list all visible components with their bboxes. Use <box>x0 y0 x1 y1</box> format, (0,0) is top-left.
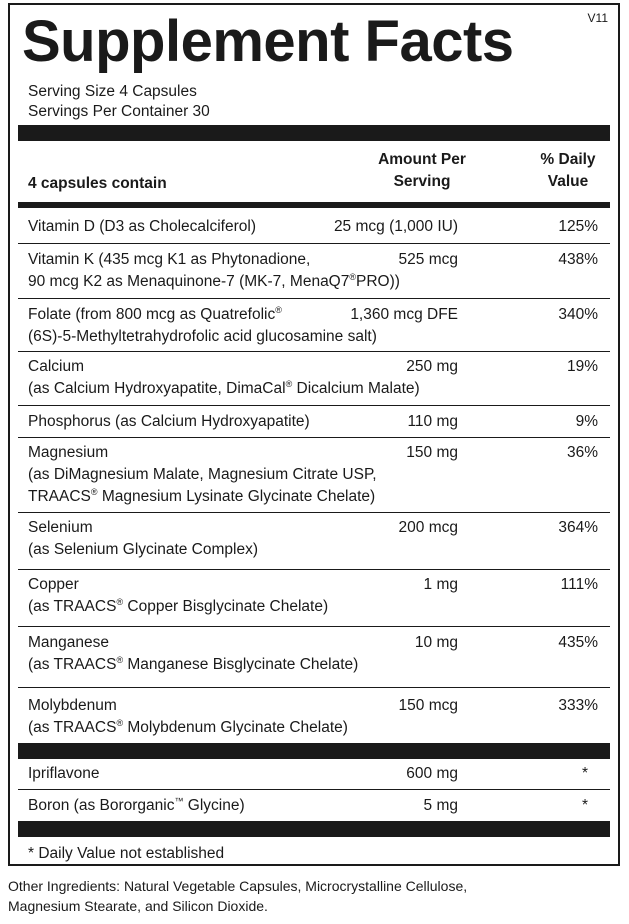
nutrient-amount: 110 mg <box>407 413 458 430</box>
registered-mark: ® <box>275 305 282 315</box>
nutrient-name-line2-end: Manganese Bisglycinate Chelate) <box>123 656 359 673</box>
other-ingredients-line2: Magnesium Stearate, and Silicon Dioxide. <box>8 898 268 914</box>
registered-mark: ® <box>116 597 124 607</box>
nutrient-name-line1: Manganese <box>28 634 110 651</box>
nutrient-dv: 125% <box>558 218 598 235</box>
header-contains: 4 capsules contain <box>28 175 167 192</box>
version-label: V11 <box>587 11 608 25</box>
nutrient-amount: 1,360 mcg DFE <box>350 306 458 323</box>
nutrient-name-line2: 90 mcg K2 as Menaquinone-7 (MK-7, MenaQ7 <box>28 273 350 290</box>
nutrient-name-line2: (as TRAACS <box>28 598 117 615</box>
header-dv-line1: % Daily <box>540 151 596 168</box>
nutrient-dv: 36% <box>566 444 598 461</box>
thick-divider <box>18 821 610 837</box>
nutrient-amount: 250 mg <box>406 358 458 375</box>
nutrient-dv: 364% <box>558 519 598 536</box>
nutrient-amount: 10 mg <box>414 634 458 651</box>
row-divider <box>18 626 610 627</box>
nutrient-amount: 150 mcg <box>398 697 458 714</box>
registered-mark: ® <box>116 655 124 665</box>
nutrient-dv: 9% <box>575 413 598 430</box>
header-amount-line2: Serving <box>393 173 451 190</box>
nutrient-name-line3: TRAACS <box>28 488 91 505</box>
trademark-mark: ™ <box>174 796 184 806</box>
other-ingredients-line1: Other Ingredients: Natural Vegetable Capsules, Microcrystalline Cellulose, <box>8 878 468 894</box>
nutrient-name-line1: Calcium <box>28 358 84 375</box>
nutrient-amount: 525 mcg <box>398 251 458 268</box>
nutrient-amount: 200 mcg <box>398 519 458 536</box>
nutrient-dv: * <box>581 765 588 782</box>
medium-divider <box>18 202 610 208</box>
nutrient-dv: 340% <box>558 306 598 323</box>
thick-divider <box>18 125 610 141</box>
nutrient-name-line1-end: Glycine) <box>183 797 245 814</box>
thick-divider <box>18 743 610 759</box>
row-divider <box>18 437 610 438</box>
daily-value-footnote: * Daily Value not established <box>28 845 225 862</box>
nutrient-name-line1: Copper <box>28 576 79 593</box>
header-daily-value <box>528 149 608 193</box>
row-divider <box>18 351 610 352</box>
supplement-facts-panel <box>8 3 620 866</box>
header-dv-line2: Value <box>547 173 589 190</box>
nutrient-name-line1: Vitamin K (435 mcg K1 as Phytonadione, <box>28 251 311 268</box>
nutrient-dv: 435% <box>558 634 598 651</box>
row-divider <box>18 298 610 299</box>
nutrient-name-line2: (as DiMagnesium Malate, Magnesium Citrate USP, <box>28 466 377 483</box>
nutrient-amount: 25 mcg (1,000 IU) <box>333 218 458 235</box>
nutrient-amount: 150 mg <box>406 444 458 461</box>
nutrient-amount: 1 mg <box>423 576 458 593</box>
header-amount-line1: Amount Per <box>378 151 466 168</box>
row-divider <box>18 789 610 790</box>
other-ingredients <box>8 876 608 916</box>
nutrient-name-line1: Selenium <box>28 519 93 536</box>
nutrient-dv: 333% <box>558 697 598 714</box>
servings-per-container: Servings Per Container 30 <box>28 103 210 120</box>
nutrient-name-line1: Molybdenum <box>28 697 117 714</box>
header-amount <box>362 149 482 193</box>
nutrient-amount: 600 mg <box>406 765 458 782</box>
row-divider <box>18 569 610 570</box>
nutrient-dv: 438% <box>558 251 598 268</box>
row-divider <box>18 243 610 244</box>
nutrient-name-line2-end: Copper Bisglycinate Chelate) <box>123 598 329 615</box>
nutrient-dv: 19% <box>566 358 598 375</box>
registered-mark: ® <box>349 272 357 282</box>
nutrient-name-line2: (6S)-5-Methyltetrahydrofolic acid glucosamine salt) <box>28 328 377 345</box>
row-divider <box>18 687 610 688</box>
nutrient-name-line2: (as TRAACS <box>28 719 117 736</box>
registered-mark: ® <box>116 718 124 728</box>
nutrient-name-line3-end: Magnesium Lysinate Glycinate Chelate) <box>97 488 376 505</box>
nutrient-name-line2-end: PRO)) <box>356 273 400 290</box>
row-divider <box>18 405 610 406</box>
nutrient-name-line1: Boron (as Bororganic <box>28 797 175 814</box>
nutrient-name: Ipriflavone <box>28 765 100 782</box>
panel-title: Supplement Facts <box>22 9 514 74</box>
nutrient-name: Vitamin D (D3 as Cholecalciferol) <box>28 218 256 235</box>
nutrient-amount: 5 mg <box>423 797 458 814</box>
registered-mark: ® <box>285 379 293 389</box>
nutrient-name-line2: (as TRAACS <box>28 656 117 673</box>
nutrient-name-line1: Folate (from 800 mcg as Quatrefolic <box>28 306 276 323</box>
nutrient-dv: * <box>581 797 588 814</box>
row-divider <box>18 512 610 513</box>
serving-size: Serving Size 4 Capsules <box>28 83 197 100</box>
nutrient-name-line2: (as Selenium Glycinate Complex) <box>28 541 259 558</box>
nutrient-name: Phosphorus (as Calcium Hydroxyapatite) <box>28 413 310 430</box>
nutrient-name-line1: Magnesium <box>28 444 109 461</box>
registered-mark: ® <box>90 487 98 497</box>
nutrient-dv: 111% <box>560 576 598 593</box>
nutrient-name-line2: (as Calcium Hydroxyapatite, DimaCal <box>28 380 286 397</box>
nutrient-name-line2-end: Dicalcium Malate) <box>292 380 420 397</box>
nutrient-name-line2-end: Molybdenum Glycinate Chelate) <box>123 719 348 736</box>
